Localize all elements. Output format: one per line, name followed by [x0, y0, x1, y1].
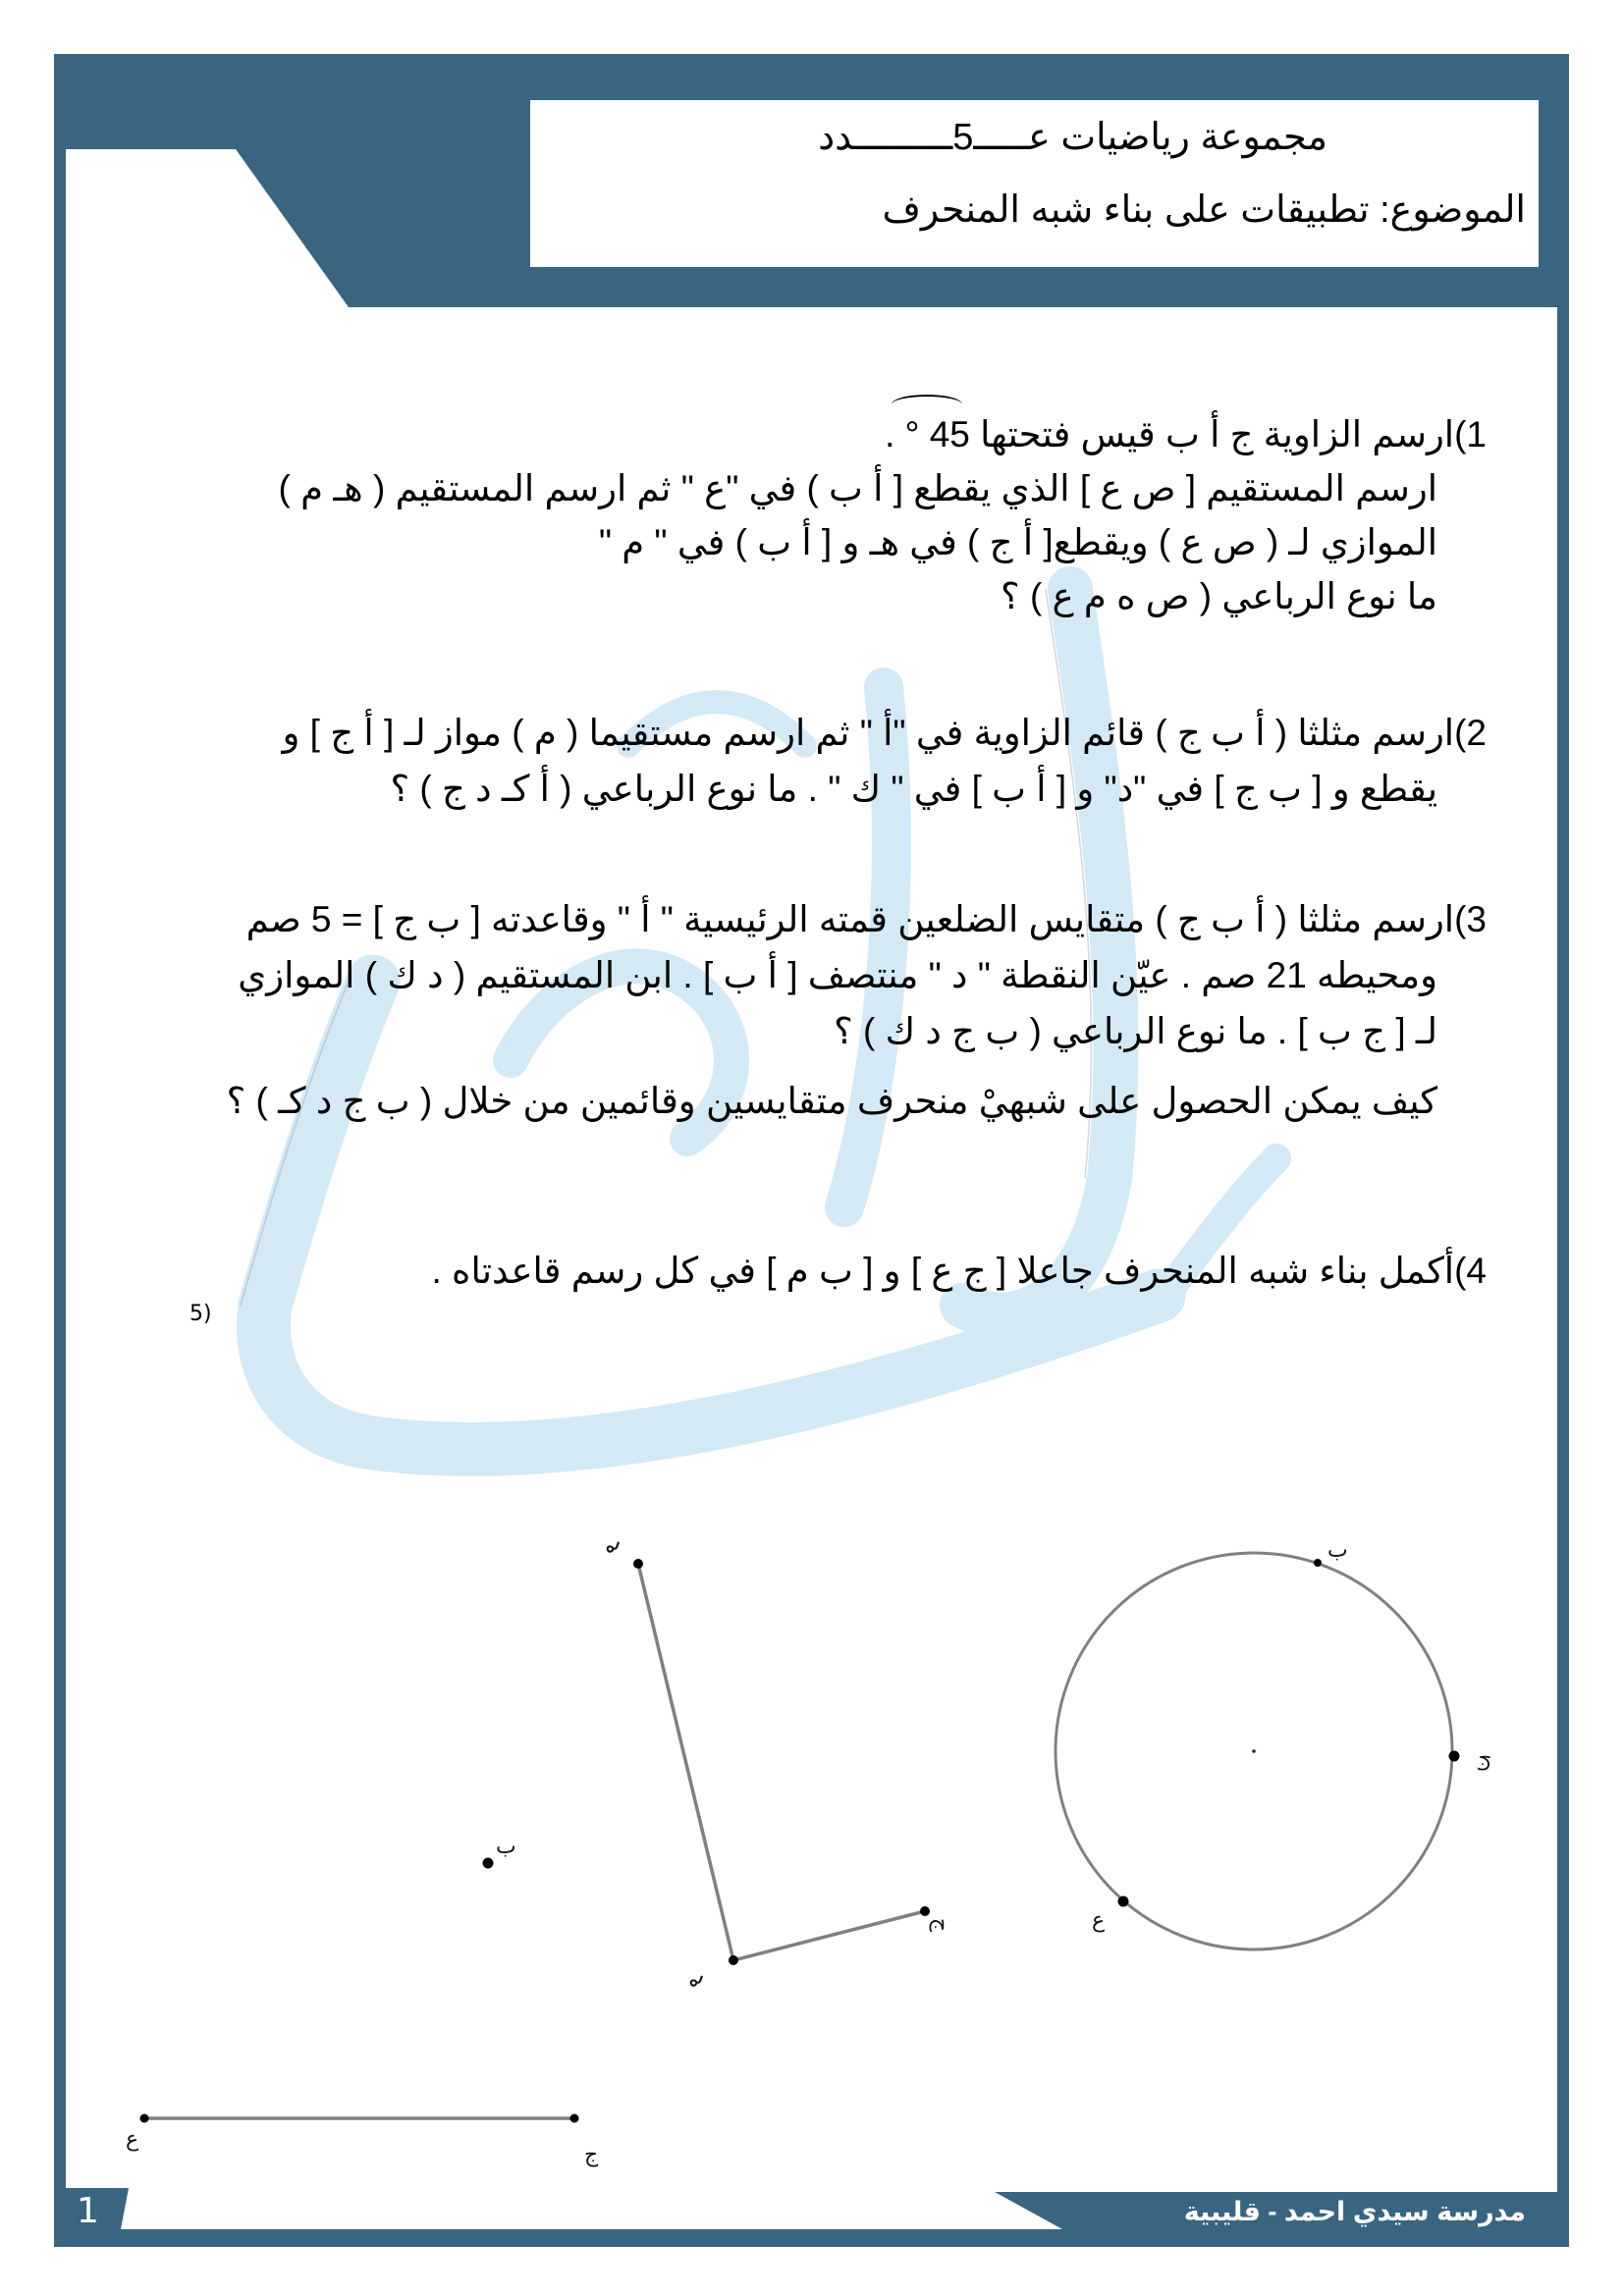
topic-text: تطبيقات على بناء شبه المنحرف [882, 189, 1370, 231]
page-number: 1 [77, 2191, 99, 2231]
question-3-line-4: كيف يمكن الحصول على شبهيْ منحرف متقايسين وقائمين من خلال ( ب ج د كـ ) ؟ [226, 1081, 1437, 1121]
point-label-ain-segment: ع [126, 2126, 139, 2151]
point-label-m-top: م [599, 1538, 622, 1567]
item-5-label: 5) [189, 1302, 212, 1326]
question-3-line-1 [246, 895, 1487, 944]
point-label-j-circle: ج [1478, 1745, 1492, 1770]
point-label-ain-circle: ع [1092, 1907, 1106, 1932]
school-name: مدرسة سيدي احمد - قليبية [1183, 2197, 1526, 2226]
question-1-line-1 [885, 410, 1487, 459]
watermark-outline [241, 589, 1091, 1306]
point-label-b-circle: ب [1327, 1537, 1348, 1562]
figure-a [483, 1559, 931, 1965]
question-1-line-4: ما نوع الرباعي ( ص ه م ع ) ؟ [1001, 576, 1437, 616]
question-text: أكمل بناء شبه المنحرف جاعلا [ ج ع ] و [ ب م ] في كل رسم قاعدتاه . [431, 1251, 1455, 1291]
question-1-line-2: ارسم المستقيم [ ص ع ] الذي يقطع [ أ ب ) في "ع " ثم ارسم المستقيم ( هـ م ) [278, 468, 1437, 508]
point-label-j-segment: ج [584, 2142, 599, 2166]
question-number: 2) [1454, 713, 1487, 753]
question-text: ارسم مثلثا ( أ ب ج ) قائم الزاوية في "أ " ثم ارسم مستقيما ( م ) مواز لـ [ أ ج ] و [282, 713, 1455, 753]
worksheet-title: مجموعة رياضيات عـــــ5ـــــــــدد [818, 117, 1327, 158]
point-label-j-a: ج [930, 1917, 955, 1933]
question-text: ارسم مثلثا ( أ ب ج ) متقايس الضلعين قمته الرئيسية " أ " وقاعدته [ ب ج ] = 5 صم [245, 899, 1455, 939]
question-number: 4) [1454, 1251, 1487, 1291]
question-text: ارسم الزاوية ج أ ب قيس فتحتها 45 ° . [885, 414, 1455, 454]
question-1-line-3: الموازي لـ ( ص ع ) ويقطع[ أ ج ) في هـ و [ أ ب ) في " م " [598, 522, 1437, 562]
point-label-m-bottom: م [682, 1972, 705, 2001]
figure-b [1056, 1553, 1460, 1949]
question-number: 3) [1454, 899, 1487, 939]
worksheet-topic [883, 188, 1526, 232]
question-number: 1) [1454, 414, 1487, 454]
question-2-line-2: يقطع و [ ب ج ] في "د" و [ أ ب ] في " ك " . ما نوع الرباعي ( أ كـ د ج ) ؟ [390, 769, 1437, 809]
question-4-line-1 [432, 1247, 1488, 1296]
topic-label: الموضوع: [1380, 189, 1526, 231]
point-label-b-a: ب [496, 1834, 516, 1858]
figure-c [140, 2114, 579, 2123]
question-2-line-1 [283, 709, 1487, 758]
question-3-line-3: لـ [ ج ب ] . ما نوع الرباعي ( ب ج د ك ) ؟ [834, 1011, 1437, 1051]
question-3-line-2: ومحيطه 21 صم . عيّن النقطة " د " منتصف [ أ ب ] . ابن المستقيم ( د ك ) الموازي [238, 955, 1437, 995]
